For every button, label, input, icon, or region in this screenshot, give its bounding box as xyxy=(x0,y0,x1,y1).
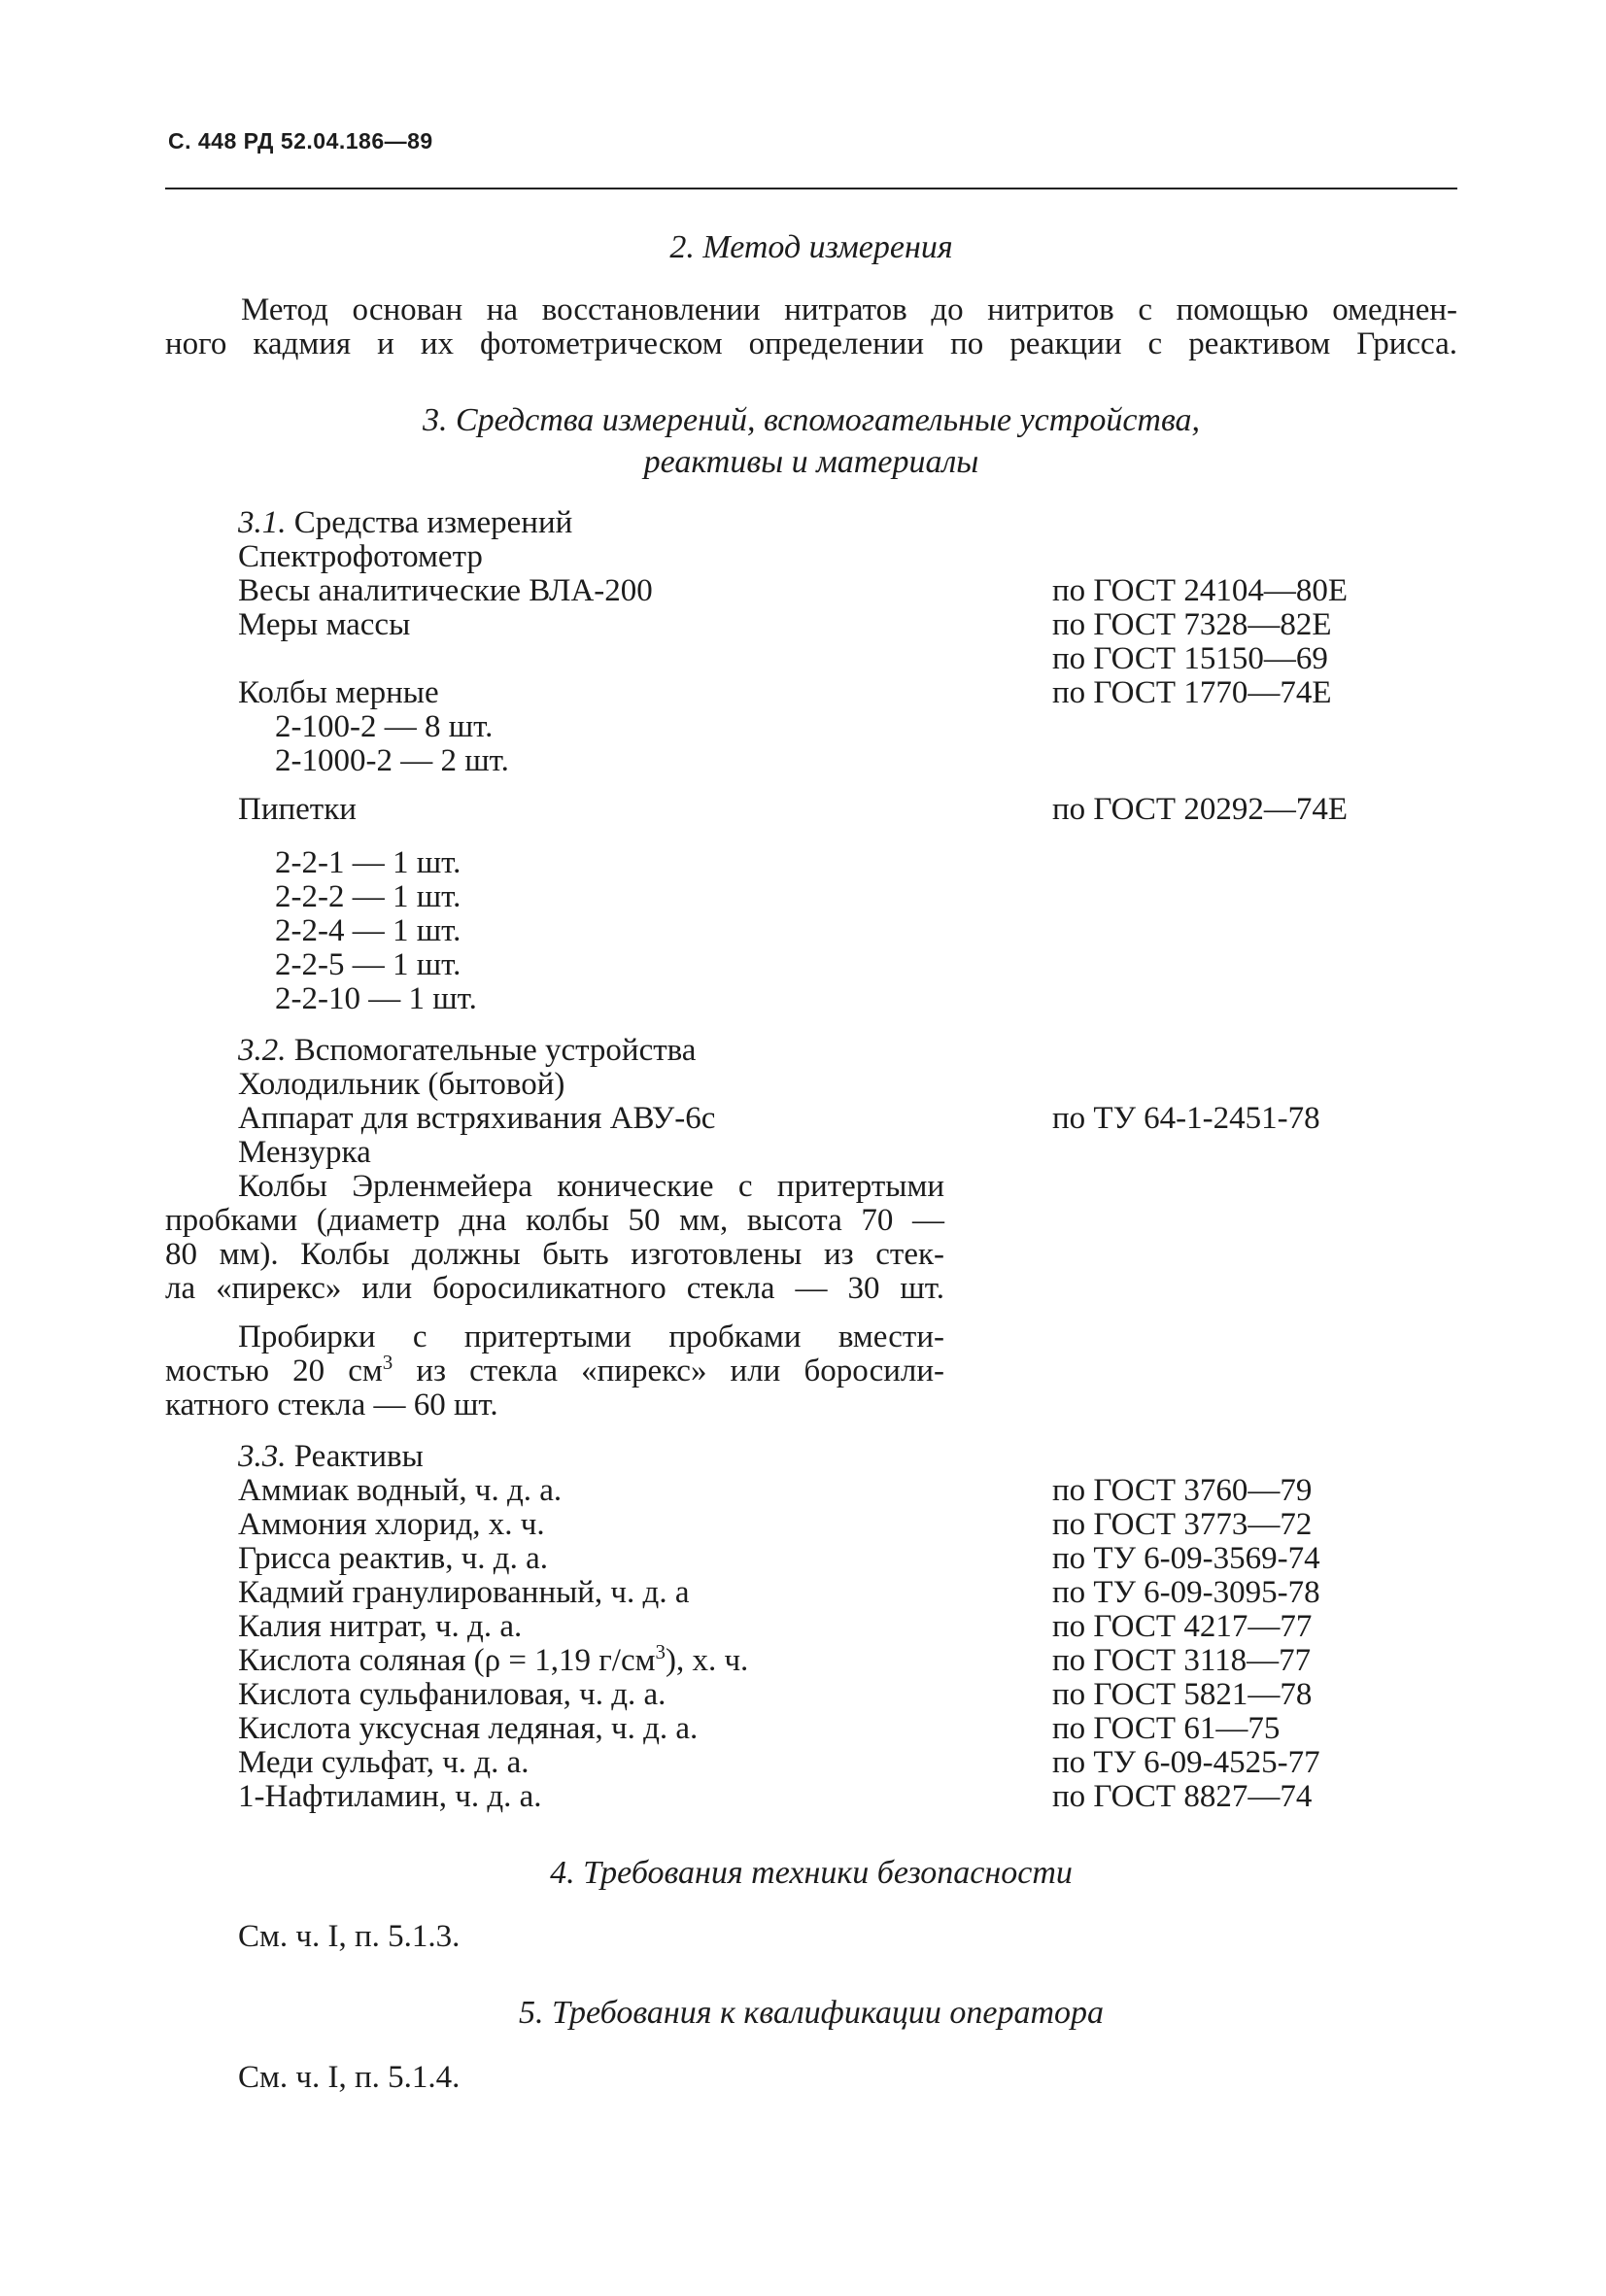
equipment-row: Пипетки по ГОСТ 20292—74Е xyxy=(238,792,1348,827)
reagent-row: Кислота сульфаниловая, ч. д. а. по ГОСТ 5821—78 xyxy=(238,1677,1313,1712)
section-3-title-line-1: 3. Средства измерений, вспомогательные устройства, xyxy=(422,402,1200,438)
reagent-row: Грисса реактив, ч. д. а. по ТУ 6-09-3569-74 xyxy=(238,1541,1320,1576)
flasks-line-1: Колбы Эрленмейера конические с притертыми xyxy=(238,1169,944,1204)
equipment-row: 2-2-2 — 1 шт. xyxy=(275,879,461,914)
equipment-row: Весы аналитические ВЛА-200 по ГОСТ 24104—80Е xyxy=(238,573,1348,608)
subsection-3-2-title xyxy=(0,1033,1606,1068)
equipment-row: 2-1000-2 — 2 шт. xyxy=(275,743,509,778)
subsection-3-1-label: Средства измерений xyxy=(293,505,573,540)
subsection-3-3-title xyxy=(0,1439,1606,1474)
equipment-row: 2-2-1 — 1 шт. xyxy=(275,845,461,880)
section-4-text: См. ч. I, п. 5.1.3. xyxy=(238,1919,461,1954)
flasks-line-2: пробками (диаметр дна колбы 50 мм, высота 70 — xyxy=(165,1203,944,1238)
equipment-row: Спектрофотометр xyxy=(238,539,483,574)
equipment-row: по ГОСТ 15150—69 xyxy=(1052,641,1328,676)
section-2-line-2: ного кадмия и их фотометрическом определении по реакции с реактивом Грисса. xyxy=(165,326,1457,361)
header-rule xyxy=(165,188,1457,189)
subsection-3-2-number: 3.2. xyxy=(238,1033,287,1068)
reagent-row: Аммония хлорид, х. ч. по ГОСТ 3773—72 xyxy=(238,1507,1313,1542)
section-2-line-1: Метод основан на восстановлении нитратов до нитритов с помощью омеднен- xyxy=(241,292,1457,327)
running-head: С. 448 РД 52.04.186—89 xyxy=(168,128,433,154)
section-4-title: 4. Требования техники безопасности xyxy=(550,1855,1073,1891)
equipment-row: 2-100-2 — 8 шт. xyxy=(275,709,494,744)
reagent-row: Аммиак водный, ч. д. а. по ГОСТ 3760—79 xyxy=(238,1473,1313,1508)
section-3-title-line-2: реактивы и материалы xyxy=(643,444,979,480)
device-row: Мензурка xyxy=(238,1135,371,1170)
tubes-line-1: Пробирки с притертыми пробками вмести- xyxy=(238,1319,944,1354)
reagent-row: Калия нитрат, ч. д. а. по ГОСТ 4217—77 xyxy=(238,1609,1313,1644)
equipment-row: 2-2-10 — 1 шт. xyxy=(275,981,477,1016)
tubes-line-3: катного стекла — 60 шт. xyxy=(165,1388,498,1422)
subsection-3-2-label: Вспомогательные устройства xyxy=(293,1033,697,1068)
reagent-row: Меди сульфат, ч. д. а. по ТУ 6-09-4525-77 xyxy=(238,1745,1320,1780)
subsection-3-3-label: Реактивы xyxy=(293,1439,424,1474)
reagent-row: 1-Нафтиламин, ч. д. а. по ГОСТ 8827—74 xyxy=(238,1779,1313,1814)
reagent-row: Кислота соляная (ρ = 1,19 $г/см^3$), х. ч. по ГОСТ 3118—77 xyxy=(238,1640,1312,1678)
device-row: Аппарат для встряхивания АВУ-6с по ТУ 64-1-2451-78 xyxy=(238,1101,1320,1136)
subsection-3-1-title xyxy=(0,505,1606,540)
reagent-row: Кислота уксусная ледяная, ч. д. а. по ГОСТ 61—75 xyxy=(238,1711,1281,1746)
section-2-title: 2. Метод измерения xyxy=(669,229,953,265)
equipment-row: Меры массы по ГОСТ 7328—82Е xyxy=(238,607,1332,642)
subsection-3-3-number: 3.3. xyxy=(238,1439,287,1474)
flasks-line-4: ла «пирекс» или боросиликатного стекла — 30 шт. xyxy=(165,1271,944,1306)
reagent-row: Кадмий гранулированный, ч. д. а по ТУ 6-09-3095-78 xyxy=(238,1575,1320,1610)
device-row: Холодильник (бытовой) xyxy=(238,1067,565,1102)
equipment-row: 2-2-5 — 1 шт. xyxy=(275,947,461,982)
tubes-line-2: мостью 20 $см^3$ из стекла «пирекс» или боросили- xyxy=(165,1351,944,1388)
flasks-line-3: 80 мм). Колбы должны быть изготовлены из стек- xyxy=(165,1237,944,1272)
equipment-row: 2-2-4 — 1 шт. xyxy=(275,913,461,948)
subsection-3-1-number: 3.1. xyxy=(238,505,287,540)
section-5-text: См. ч. I, п. 5.1.4. xyxy=(238,2060,461,2095)
equipment-row: Колбы мерные по ГОСТ 1770—74Е xyxy=(238,675,1332,710)
section-5-title: 5. Требования к квалификации оператора xyxy=(518,1995,1105,2031)
